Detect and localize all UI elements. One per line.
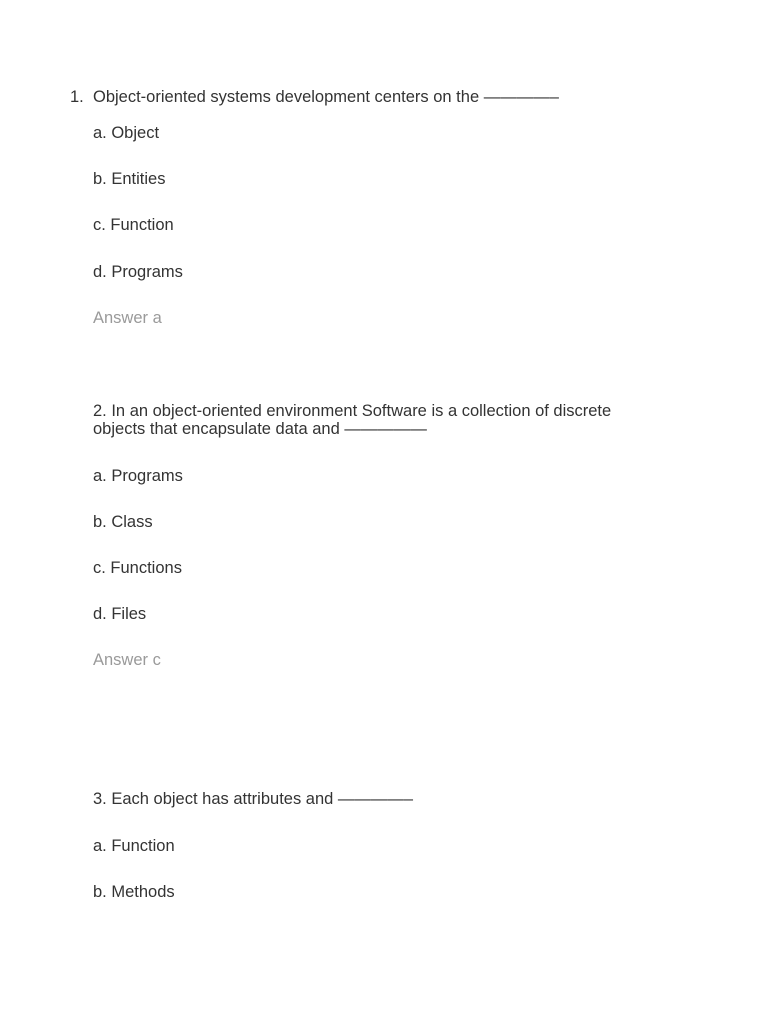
question-2-option-a: a. Programs	[93, 467, 183, 485]
question-1-option-a: a. Object	[93, 124, 160, 142]
question-2-answer: Answer c	[93, 651, 161, 669]
question-1-option-c: c. Function	[93, 216, 174, 234]
question-1-answer: Answer a	[93, 309, 162, 327]
question-2-text-line-1: 2. In an object-oriented environment Software is a collection of discrete	[93, 402, 612, 420]
question-3-text: 3. Each object has attributes and ————–	[93, 790, 414, 808]
question-2-text-line-2: objects that encapsulate data and —————	[93, 420, 427, 438]
question-1-number: 1.	[70, 88, 84, 106]
question-2-option-c: c. Functions	[93, 559, 182, 577]
question-1-option-d: d. Programs	[93, 263, 183, 281]
question-2-option-d: d. Files	[93, 605, 147, 623]
question-1-text: Object-oriented systems development centers on the ————–	[93, 88, 559, 106]
question-3-option-b: b. Methods	[93, 883, 175, 901]
question-2-option-b: b. Class	[93, 513, 153, 531]
question-1-option-b: b. Entities	[93, 170, 166, 188]
question-3-option-a: a. Function	[93, 837, 175, 855]
